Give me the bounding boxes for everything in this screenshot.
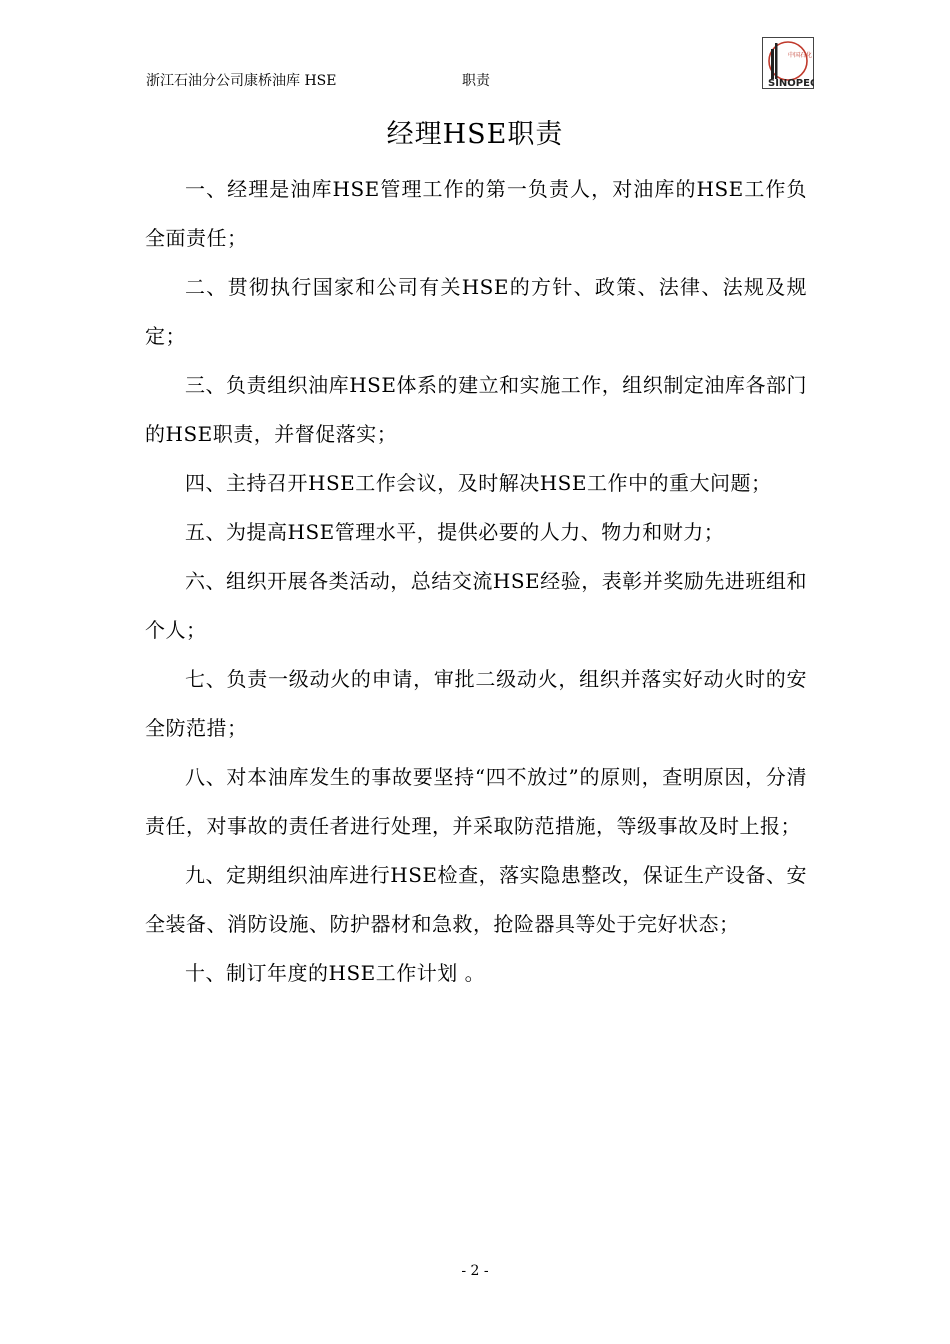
sinopec-logo — [762, 37, 814, 89]
duty-paragraph: 一、经理是油库HSE管理工作的第一负责人，对油库的HSE工作负全面责任； — [145, 177, 807, 250]
duty-paragraph: 四、主持召开HSE工作会议，及时解决HSE工作中的重大问题； — [185, 471, 772, 495]
duty-paragraph: 七、负责一级动火的申请，审批二级动火，组织并落实好动火时的安全防范措； — [145, 667, 807, 740]
duty-paragraph: 八、对本油库发生的事故要坚持“四不放过”的原则，查明原因，分清责任，对事故的责任者进行处理，并采取防范措施，等级事故及时上报； — [145, 765, 807, 838]
header-section-text: 职责 — [462, 73, 490, 89]
duty-paragraph: 二、贯彻执行国家和公司有关HSE的方针、政策、法律、法规及规定； — [145, 275, 807, 348]
duty-paragraph: 三、负责组织油库HSE体系的建立和实施工作，组织制定油库各部门的HSE职责，并督促落实； — [145, 373, 807, 446]
document-title: 经理HSE职责 — [386, 119, 564, 150]
document-body — [145, 165, 807, 998]
duty-paragraph: 六、组织开展各类活动，总结交流HSE经验，表彰并奖励先进班组和个人； — [145, 569, 807, 642]
header-company-text: 浙江石油分公司康桥油库 HSE — [146, 73, 337, 89]
page-number: - 2 - — [461, 1263, 489, 1279]
duty-paragraph: 九、定期组织油库进行HSE检查，落实隐患整改，保证生产设备、安全装备、消防设施、防护器材和急救，抢险器具等处于完好状态； — [145, 863, 807, 936]
duty-paragraph: 十、制订年度的HSE工作计划 。 — [185, 961, 486, 985]
svg-text:中国石化: 中国石化 — [788, 52, 813, 59]
duty-paragraph: 五、为提高HSE管理水平，提供必要的人力、物力和财力； — [185, 520, 725, 544]
svg-text:SINOPEC: SINOPEC — [768, 78, 814, 89]
